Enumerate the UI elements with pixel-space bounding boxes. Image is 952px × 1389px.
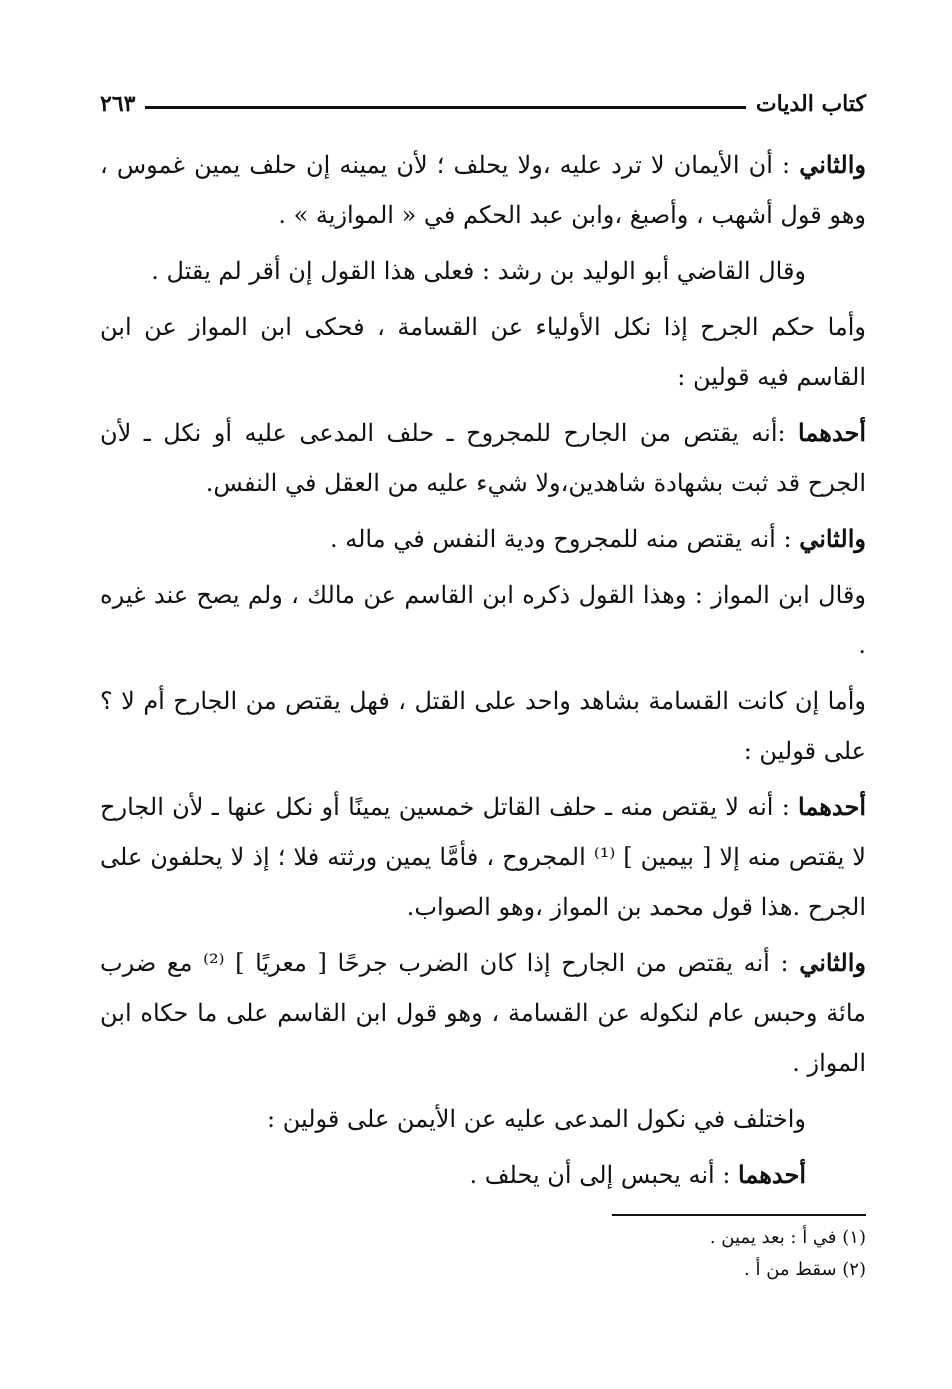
paragraph-text: واختلف في نكول المدعى عليه عن الأيمن على قولين : — [266, 1105, 806, 1133]
paragraph — [100, 782, 866, 932]
paragraph-text: : أنه يقتص منه للمجروح ودية النفس في ماله . — [329, 525, 800, 553]
paragraph-lead: أحدهما — [798, 792, 866, 821]
paragraph — [100, 938, 866, 1088]
book-page — [100, 84, 866, 1286]
paragraph-text: : أنه لا يقتص منه ـ حلف القاتل خمسين يمينًا أو نكل عنها ـ لأن الجارح لا يقتص منه إلا [ بيمين ] ⁽¹⁾ المجروح ، فأمَّا يمين ورثته فلا ؛ إذ لا يحلفون على الجرح .هذا قول محمد بن المواز ،وهو الصواب. — [100, 793, 866, 921]
paragraph — [100, 514, 866, 564]
footnote-separator — [612, 1214, 866, 1216]
paragraph-text: وقال ابن المواز : وهذا القول ذكره ابن القاسم عن مالك ، ولم يصح عند غيره . — [100, 581, 866, 659]
paragraph-text: وأما حكم الجرح إذا نكل الأولياء عن القسامة ، فحكى ابن المواز عن ابن القاسم فيه قولين : — [100, 313, 867, 391]
paragraph-lead: والثاني — [799, 150, 866, 179]
header-rule — [145, 106, 745, 109]
paragraph — [100, 140, 866, 240]
paragraph-text: : أن الأيمان لا ترد عليه ،ولا يحلف ؛ لأن يمينه إن حلف يمين غموس ، وهو قول أشهب ، وأصبغ ،وابن عبد الحكم في « الموازية » . — [100, 151, 866, 229]
paragraph-lead: والثاني — [799, 948, 866, 977]
chapter-title: كتاب الديات — [755, 91, 866, 117]
paragraph-lead: أحدهما — [738, 1160, 806, 1189]
paragraph-text: : أنه يحبس إلى أن يحلف . — [469, 1161, 739, 1189]
footnote: (١) في أ : بعد يمين . — [709, 1227, 866, 1248]
footnote: (٢) سقط من أ . — [744, 1259, 866, 1280]
paragraph — [100, 1150, 866, 1200]
paragraph — [100, 676, 866, 776]
paragraph — [100, 570, 866, 670]
paragraph-text: : أنه يقتص من الجارح إذا كان الضرب جرحًا [ معريًا ] ⁽²⁾ مع ضرب مائة وحبس عام لنكوله عن القسامة ، وهو قول ابن القاسم على ما حكاه ابن المواز . — [100, 949, 866, 1077]
paragraph — [100, 302, 866, 402]
page-number: ٢٦٣ — [100, 91, 136, 117]
paragraph-lead: والثاني — [799, 524, 866, 553]
paragraph-text: وأما إن كانت القسامة بشاهد واحد على القتل ، فهل يقتص من الجارح أم لا ؟ على قولين : — [100, 687, 866, 765]
paragraph — [100, 408, 866, 508]
paragraph-text: :أنه يقتص من الجارح للمجروح ـ حلف المدعى عليه أو نكل ـ لأن الجرح قد ثبت بشهادة شاهدين،ولا شيء عليه من العقل في النفس. — [100, 419, 866, 497]
paragraph-lead: أحدهما — [798, 418, 866, 447]
paragraph — [100, 1094, 866, 1144]
paragraph — [100, 246, 866, 296]
paragraph-text: وقال القاضي أبو الوليد بن رشد : فعلى هذا القول إن أقر لم يقتل . — [151, 257, 806, 285]
main-text — [100, 140, 866, 1200]
running-header — [100, 84, 866, 124]
